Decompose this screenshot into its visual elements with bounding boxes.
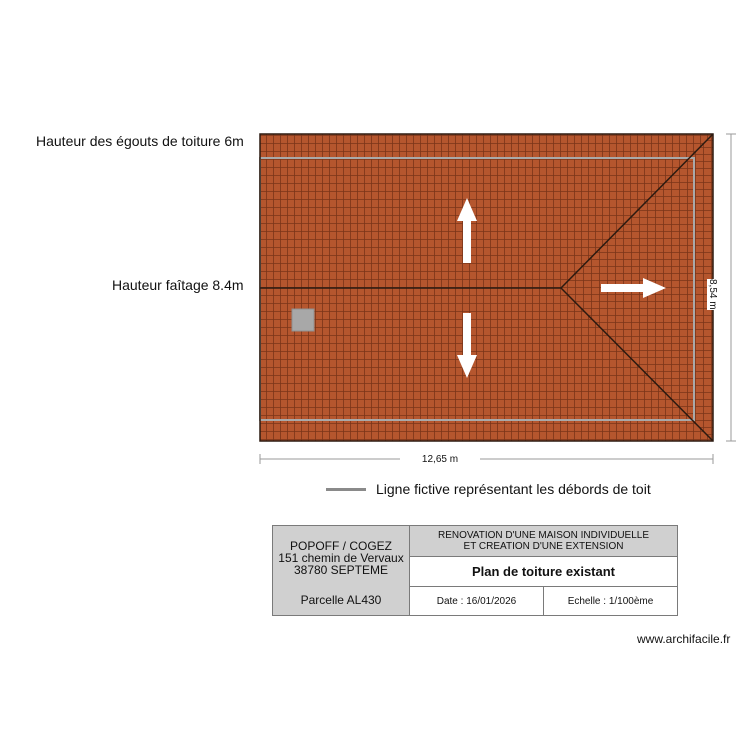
owner-city: 38780 SEPTEME xyxy=(293,563,389,577)
legend xyxy=(326,481,651,497)
chimney xyxy=(292,309,314,331)
plan-title: Plan de toiture existant xyxy=(410,557,677,587)
parcel-number: Parcelle AL430 xyxy=(300,593,382,607)
owner-address: 151 chemin de Vervaux xyxy=(278,551,404,565)
ridge-height-label: Hauteur faîtage 8.4m xyxy=(112,277,244,293)
height-dimension-label: 8,54 m xyxy=(707,279,718,310)
website-watermark: www.archifacile.fr xyxy=(637,632,731,646)
title-block-owner xyxy=(273,526,410,615)
project-line-1: RENOVATION D'UNE MAISON INDIVIDUELLE xyxy=(437,530,649,541)
title-block xyxy=(272,525,678,616)
owner-names: POPOFF / COGEZ xyxy=(289,539,392,553)
eaves-height-label: Hauteur des égouts de toiture 6m xyxy=(36,133,244,149)
plan-date: Date : 16/01/2026 xyxy=(410,587,544,615)
project-description xyxy=(410,526,677,557)
width-dimension-label: 12,65 m xyxy=(400,454,480,465)
legend-text: Ligne fictive représentant les débords de toit xyxy=(376,481,651,497)
plan-scale: Echelle : 1/100ème xyxy=(567,595,654,607)
legend-line-sample xyxy=(326,488,366,491)
project-line-2: ET CREATION D'UNE EXTENSION xyxy=(463,541,624,552)
